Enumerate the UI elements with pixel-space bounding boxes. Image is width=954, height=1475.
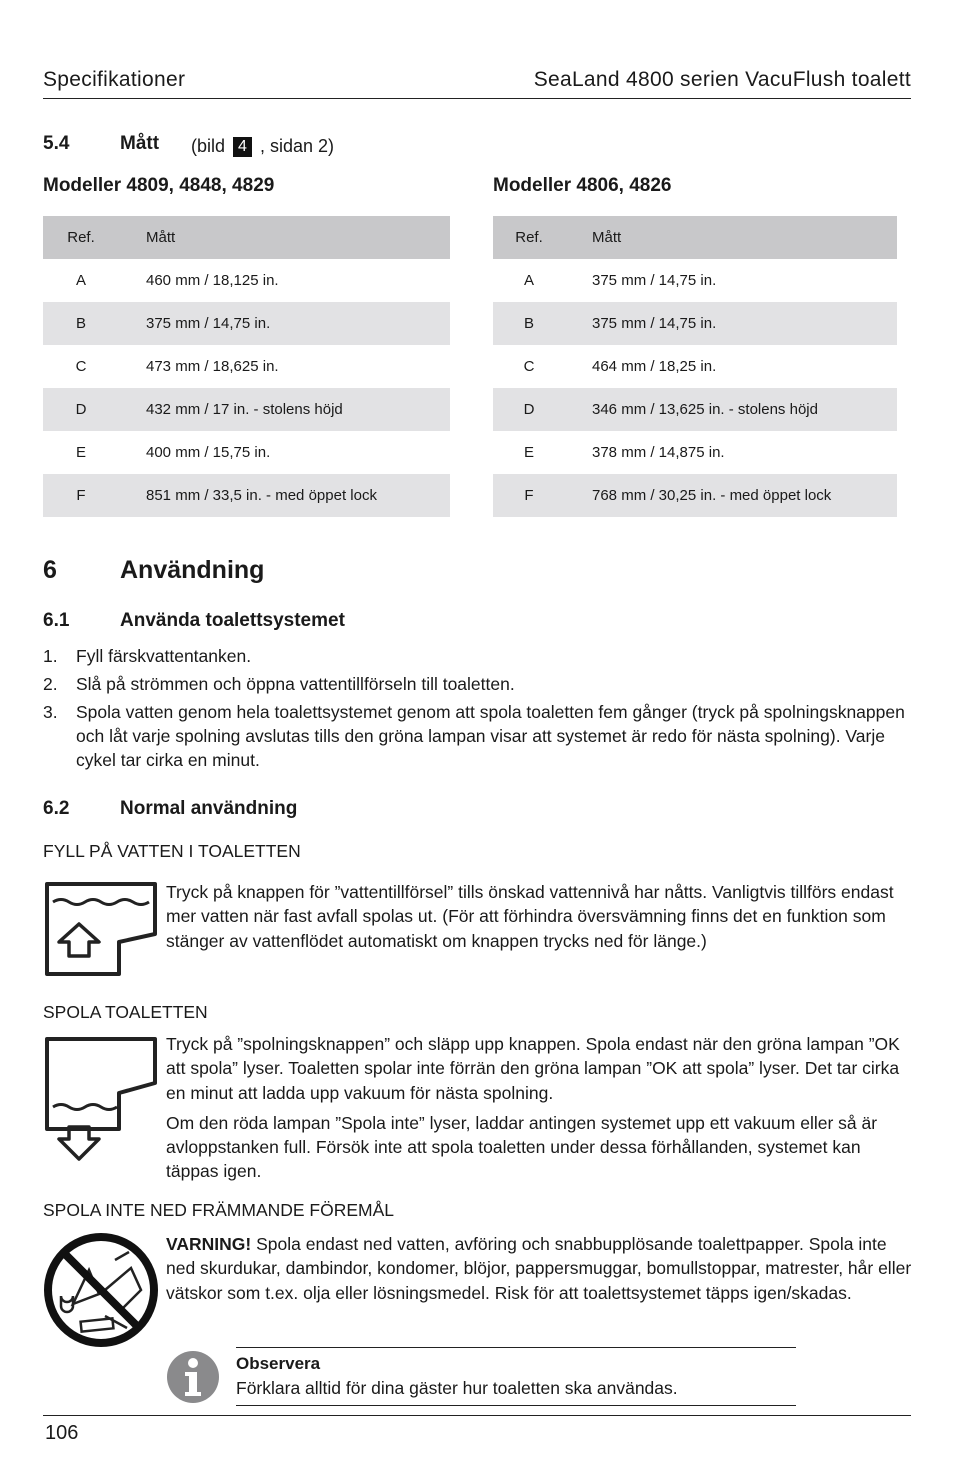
section-number-5-4: 5.4 bbox=[43, 133, 70, 154]
table-row bbox=[493, 302, 897, 345]
flush-icon bbox=[43, 1035, 159, 1163]
flush-text-2: Om den röda lampan ”Spola inte” lyser, laddar antingen systemet upp ett vakuum eller så är avloppstanken full. Försök inte att spola toaletten under dessa förhållanden, systemet kan täppas igen. bbox=[166, 1112, 878, 1182]
list-item-text: Slå på strömmen och öppna vattentillförseln till toaletten. bbox=[76, 674, 515, 694]
fill-water-text: Tryck på knappen för ”vattentillförsel” tills önskad vattennivå har nåtts. Vanligtvis tillförs endast mer vatten när fast avfall spolas ut. (För att förhindra översvämning finns det en funktion som stänger av vattenflödet automatiskt om knappen trycks ned för länge.) bbox=[166, 882, 894, 951]
cell-ref: F bbox=[43, 474, 119, 517]
list-item-number: 2. bbox=[43, 674, 58, 694]
warning-text: Spola endast ned vatten, avföring och snabbupplösande toalettpapper. Spola inte ned skurdukar, dambindor, kondomer, blöjor, pappersmuggar, bomullstoppar, matrester, hår eller vätskor som t.ex. olja eller lösningsmedel. Risk för att toalettsystemet täpps igen/skadas. bbox=[166, 1234, 912, 1303]
note-text: Förklara alltid för dina gäster hur toaletten ska användas. bbox=[236, 1378, 678, 1398]
heading-fill-water: FYLL PÅ VATTEN I TOALETTEN bbox=[43, 841, 301, 861]
header-right: SeaLand 4800 serien VacuFlush toalett bbox=[533, 68, 911, 91]
table-row bbox=[43, 388, 450, 431]
section-number-6-2: 6.2 bbox=[43, 798, 70, 819]
info-icon bbox=[166, 1350, 220, 1404]
cell-ref: B bbox=[493, 302, 565, 345]
note-title: Observera bbox=[236, 1354, 321, 1373]
spec-table-left bbox=[43, 216, 450, 517]
figure-ref-suffix: , sidan 2) bbox=[259, 136, 334, 156]
header-rule bbox=[43, 98, 911, 99]
table-row bbox=[43, 259, 450, 302]
flush-text bbox=[166, 1032, 916, 1184]
col-header-ref: Ref. bbox=[43, 216, 119, 259]
cell-value: 473 mm / 18,625 in. bbox=[146, 358, 279, 375]
table-row bbox=[43, 345, 450, 388]
section-title-anvandning: Användning bbox=[120, 556, 265, 584]
warning-label: VARNING! bbox=[166, 1234, 252, 1254]
cell-ref: E bbox=[523, 444, 534, 461]
cell-value: 400 mm / 15,75 in. bbox=[146, 444, 271, 461]
no-foreign-objects-icon bbox=[43, 1232, 159, 1348]
cell-ref: B bbox=[43, 302, 119, 345]
heading-foreign-objects: SPOLA INTE NED FRÄMMANDE FÖREMÅL bbox=[43, 1200, 395, 1220]
cell-value: 375 mm / 14,75 in. bbox=[565, 302, 897, 345]
heading-flush: SPOLA TOALETTEN bbox=[43, 1002, 208, 1022]
table-row bbox=[43, 302, 450, 345]
table-row bbox=[493, 345, 897, 388]
cell-value: 460 mm / 18,125 in. bbox=[146, 272, 279, 289]
cell-ref: A bbox=[523, 272, 534, 289]
figure-ref-prefix: (bild bbox=[191, 136, 226, 156]
list-item bbox=[43, 700, 912, 772]
cell-value: 768 mm / 30,25 in. - med öppet lock bbox=[565, 474, 897, 517]
table-header-row bbox=[43, 216, 450, 259]
cell-value: 375 mm / 14,75 in. bbox=[119, 302, 450, 345]
section-number-6: 6 bbox=[43, 556, 57, 584]
table-row bbox=[43, 474, 450, 517]
note-rule-top bbox=[236, 1347, 796, 1348]
cell-value: 432 mm / 17 in. - stolens höjd bbox=[119, 388, 450, 431]
cell-value: 346 mm / 13,625 in. - stolens höjd bbox=[565, 388, 897, 431]
table-row bbox=[43, 431, 450, 474]
cell-ref: A bbox=[75, 272, 86, 289]
col-header-matt: Mått bbox=[565, 216, 897, 259]
figure-ref-box: 4 bbox=[233, 137, 252, 157]
table-row bbox=[493, 431, 897, 474]
cell-ref: D bbox=[493, 388, 565, 431]
table-row bbox=[493, 259, 897, 302]
list-item bbox=[43, 672, 911, 696]
table-row bbox=[493, 474, 897, 517]
numbered-list bbox=[43, 644, 911, 772]
cell-value: 375 mm / 14,75 in. bbox=[592, 272, 717, 289]
list-item-text: Spola vatten genom hela toalettsystemet genom att spola toaletten fem gånger (tryck på spolningsknappen och låt varje spolning avslutas tills den gröna lampan visar att systemet är redo för nästa spolning). Varje cykel tar cirka en minut. bbox=[76, 702, 905, 770]
fill-water-icon bbox=[43, 880, 159, 978]
cell-value: 851 mm / 33,5 in. - med öppet lock bbox=[119, 474, 450, 517]
table-header-row bbox=[493, 216, 897, 259]
section-title-6-1: Använda toalettsystemet bbox=[120, 610, 345, 631]
footer-rule bbox=[43, 1415, 911, 1416]
col-header-ref: Ref. bbox=[493, 216, 565, 259]
warning-text-block bbox=[166, 1232, 916, 1305]
cell-ref: E bbox=[75, 444, 86, 461]
cell-value: 378 mm / 14,875 in. bbox=[592, 444, 725, 461]
spec-table-right bbox=[493, 216, 897, 517]
figure-reference bbox=[191, 136, 334, 157]
cell-ref: D bbox=[43, 388, 119, 431]
flush-text-1: Tryck på ”spolningsknappen” och släpp upp knappen. Spola endast när den gröna lampan ”OK att spola” lyser. Toaletten spolar inte förrän den gröna lampan ”OK att spola” lyser. Det tar cirka en minut att ladda upp vakuum för nästa spolning. bbox=[166, 1034, 900, 1103]
list-item-text: Fyll färskvattentanken. bbox=[76, 646, 252, 666]
cell-ref: C bbox=[75, 358, 87, 375]
table-row bbox=[493, 388, 897, 431]
page-number: 106 bbox=[45, 1422, 79, 1444]
note-rule-bottom bbox=[236, 1405, 796, 1406]
header-left: Specifikationer bbox=[43, 68, 186, 91]
section-title-6-2: Normal användning bbox=[120, 798, 298, 819]
col-header-matt: Mått bbox=[119, 216, 450, 259]
list-item-number: 3. bbox=[43, 702, 58, 722]
cell-ref: F bbox=[493, 474, 565, 517]
list-item bbox=[43, 644, 911, 668]
cell-ref: C bbox=[523, 358, 535, 375]
cell-value: 464 mm / 18,25 in. bbox=[592, 358, 717, 375]
table-title-left: Modeller 4809, 4848, 4829 bbox=[43, 175, 275, 196]
section-number-6-1: 6.1 bbox=[43, 610, 70, 631]
section-title-matt: Mått bbox=[120, 133, 160, 154]
table-title-right: Modeller 4806, 4826 bbox=[493, 175, 672, 196]
list-item-number: 1. bbox=[43, 646, 58, 666]
